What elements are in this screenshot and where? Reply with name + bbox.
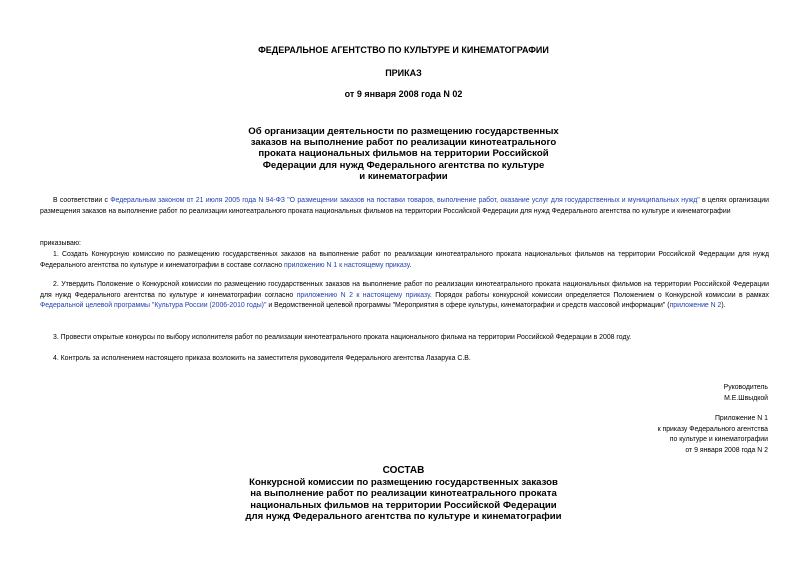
item-2-text: 2. Утвердить Положение о Конкурсной комиссии по размещению государственных заказов на выполнение работ по реализации кинотеатрального проката национальных фильмов на территории Российской Федерации для нужд Федерального агентства по культуре и кинематографии согласно xyxy=(40,281,769,299)
appendix-block xyxy=(560,414,768,456)
item-1-text: 1. Создать Конкурсную комиссию по размещению государственных заказов на выполнение работ по реализации кинотеатрального проката национальных фильмов на территории Российской Федерации для нужд Федерального агентства по культуре и кинематографии в составе согласно xyxy=(40,251,769,269)
signature-block xyxy=(560,383,768,404)
item-2-end: ). xyxy=(721,302,726,310)
title-line: заказов на выполнение работ по реализации кинотеатрального xyxy=(250,137,557,149)
preamble-text-cont: в целях организации размещения заказов на выполнение работ по реализации кинотеатрального проката национальных фильмов на территории Российской Федерации для нужд Федерального агентства по культуре и кинематографии xyxy=(40,197,769,215)
item-4-paragraph: 4. Контроль за исполнением настоящего приказа возложить на заместителя руководителя Федерального агентства Лазарука С.В. xyxy=(53,355,471,362)
sostav-line: для нужд Федерального агентства по культуре и кинематографии xyxy=(245,511,562,523)
appendix-line: от 9 января 2008 года N 2 xyxy=(685,446,768,454)
appendix-line: по культуре и кинематографии xyxy=(669,436,768,444)
sostav-line: Конкурсной комиссии по размещению государственных заказов xyxy=(249,477,558,488)
signature-role: Руководитель xyxy=(723,384,768,391)
sostav-heading: СОСТАВ xyxy=(382,465,425,476)
doc-date-number: от 9 января 2008 года N 02 xyxy=(344,89,463,99)
title-line: проката национальных фильмов на территории Российской xyxy=(258,148,549,160)
federal-law-link[interactable]: Федеральным законом от 21 июля 2005 года N 94-ФЗ "О размещении заказов на поставки товаров, выполнение работ, оказание услуг для государственных и муниципальных нужд" xyxy=(110,197,700,204)
doc-type: ПРИКАЗ xyxy=(385,68,422,78)
item-2-paragraph xyxy=(40,280,769,312)
signature-name: М.Е.Швыдкой xyxy=(724,394,768,402)
appendix-line: к приказу Федерального агентства xyxy=(657,425,768,433)
title-line: Федерации для нужд Федерального агентства по культуре xyxy=(262,159,545,171)
appendix-2-link-2[interactable]: приложение N 2 xyxy=(669,302,722,310)
appendix-line: Приложение N 1 xyxy=(714,415,768,422)
agency-name: ФЕДЕРАЛЬНОЕ АГЕНТСТВО ПО КУЛЬТУРЕ И КИНЕМАТОГРАФИИ xyxy=(258,45,549,55)
document-title xyxy=(0,126,807,182)
sostav-title xyxy=(0,477,807,523)
preamble-text: В соответствии с xyxy=(53,197,111,204)
title-line: Об организации деятельности по размещению государственных xyxy=(248,126,559,137)
culture-program-link[interactable]: Федеральной целевой программы "Культура России (2006-2010 годы)" xyxy=(40,302,267,310)
item-1-end: . xyxy=(409,261,412,269)
order-word: приказываю: xyxy=(40,240,81,247)
title-line: и кинематографии xyxy=(359,170,448,182)
item-1-paragraph xyxy=(40,250,769,271)
appendix-2-link[interactable]: приложению N 2 к настоящему приказу xyxy=(296,291,430,299)
item-2-text-2: . Порядок работы конкурсной комиссии определяется Положением о Конкурсной комиссии в рамках xyxy=(429,291,769,299)
item-2-text-3: и Ведомственной целевой программы "Мероприятия в сфере культуры, кинематографии и средств массовой информации" ( xyxy=(266,302,670,310)
sostav-line: на выполнение работ по реализации кинотеатрального проката xyxy=(250,488,557,500)
sostav-line: национальных фильмов на территории Российской Федерации xyxy=(250,499,557,511)
appendix-1-link[interactable]: приложению N 1 к настоящему приказу xyxy=(284,261,410,269)
preamble-paragraph xyxy=(40,196,769,217)
item-3-paragraph: 3. Провести открытые конкурсы по выбору исполнителя работ по реализации кинотеатрального проката национального фильма на территории Российской Федерации в 2008 году. xyxy=(53,334,632,341)
